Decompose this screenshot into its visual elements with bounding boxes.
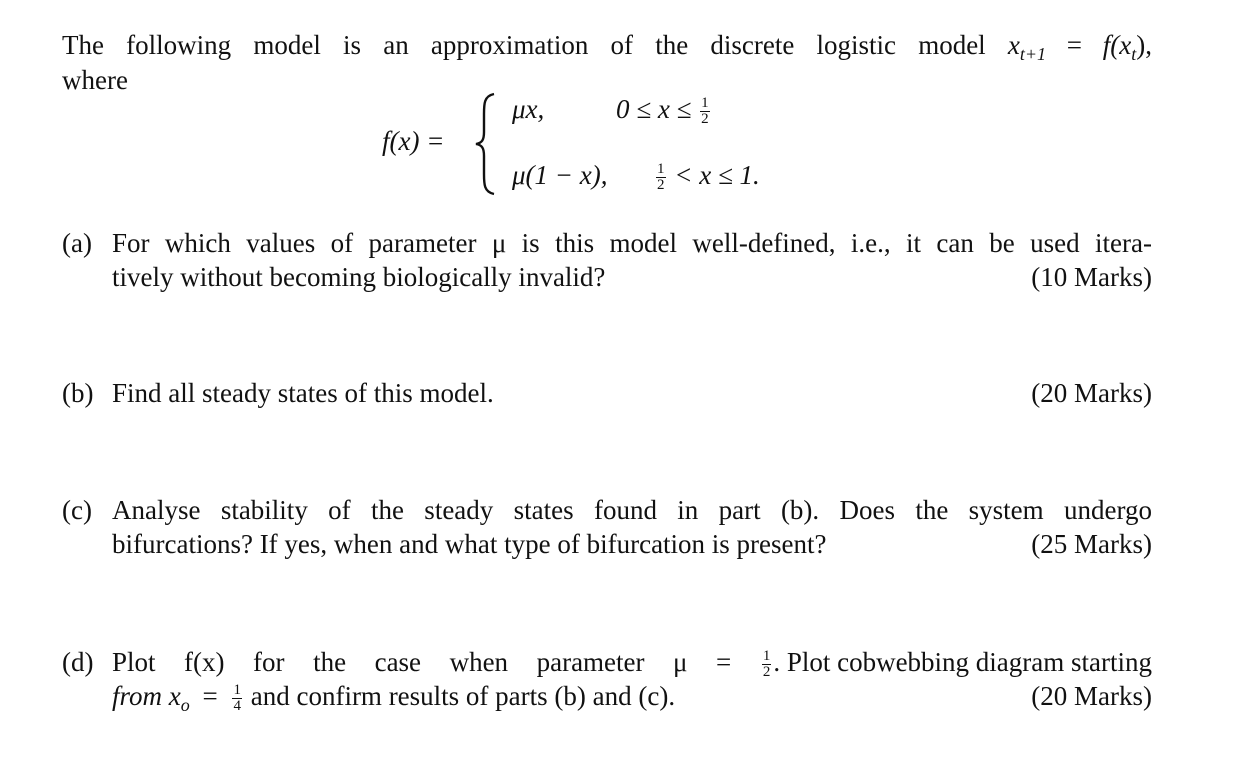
question-d-fraction-mu	[762, 649, 772, 680]
question-d-mu-den: 2	[762, 664, 771, 681]
question-a-line-1: For which values of parameter μ is this model well-defined, i.e., it can be used itera-	[112, 228, 1152, 258]
question-d-label: (d)	[62, 647, 94, 677]
piecewise-function	[382, 88, 842, 198]
question-a	[62, 226, 1152, 294]
piecewise-lhs: f(x) =	[382, 126, 445, 156]
intro-line-2: where	[62, 65, 128, 95]
intro-rhs-end: ),	[1136, 30, 1152, 60]
intro-rhs-sub: t	[1131, 44, 1137, 64]
question-b-marks: (20 Marks)	[1031, 378, 1152, 408]
case2-expression: μ(1 − x),	[512, 160, 608, 190]
question-a-marks: (10 Marks)	[1031, 262, 1152, 292]
question-d-fraction-x0	[232, 683, 242, 714]
question-c-marks: (25 Marks)	[1031, 529, 1152, 559]
question-b-label: (b)	[62, 378, 94, 408]
case1-condition-text: 0 ≤ x ≤	[616, 94, 692, 124]
case1-expression: μx,	[512, 94, 545, 124]
case1-condition	[616, 94, 712, 127]
question-a-label: (a)	[62, 228, 92, 258]
case2-condition-text: < x ≤ 1.	[674, 160, 760, 190]
question-d-line-2	[112, 679, 1152, 714]
question-c-label: (c)	[62, 495, 92, 525]
intro-text: The following model is an approximation of the discrete logistic model	[62, 30, 986, 60]
question-d	[62, 645, 1152, 713]
case1-frac-num: 1	[701, 95, 709, 112]
question-c-line-2-text: bifurcations? If yes, when and what type of bifurcation is present?	[112, 529, 827, 559]
question-d-x0-num: 1	[233, 682, 241, 699]
case1-fraction	[700, 96, 710, 127]
question-d-line-2-post: and confirm results of parts (b) and (c).	[250, 681, 676, 711]
question-d-x0-sub: o	[180, 695, 190, 715]
left-brace-icon	[474, 92, 498, 196]
question-d-x0: from x	[112, 681, 181, 711]
question-d-x0-den: 4	[233, 698, 241, 715]
question-a-line-2-text: tively without becoming biologically invalid?	[112, 262, 606, 292]
intro-var-sub: t+1	[1019, 44, 1047, 64]
question-d-line-1-pre: Plot f(x) for the case when parameter μ =	[112, 647, 732, 677]
intro-equals: =	[1066, 30, 1082, 60]
question-d-mu-num: 1	[762, 648, 771, 665]
question-c-line-1: Analyse stability of the steady states found in part (b). Does the system undergo	[112, 495, 1152, 525]
question-c	[62, 493, 1152, 561]
question-b-text: Find all steady states of this model.	[112, 378, 494, 408]
case2-fraction	[656, 162, 666, 193]
question-d-line-1	[112, 645, 1152, 680]
case1-frac-den: 2	[701, 111, 709, 128]
question-d-line-1-post: . Plot cobwebbing diagram starting	[773, 647, 1152, 677]
intro-line-1	[62, 28, 1152, 62]
question-b	[62, 376, 1152, 410]
question-b-line-1	[112, 376, 1152, 410]
case2-frac-den: 2	[657, 177, 665, 194]
question-d-equals: =	[202, 681, 218, 711]
intro-rhs: f(x	[1102, 30, 1132, 60]
question-d-marks: (20 Marks)	[1031, 681, 1152, 711]
question-c-line-2	[112, 527, 1152, 561]
case2-frac-num: 1	[657, 161, 665, 178]
case2-condition	[654, 160, 760, 193]
intro-var: x	[1007, 30, 1020, 60]
question-a-line-2	[112, 260, 1152, 294]
